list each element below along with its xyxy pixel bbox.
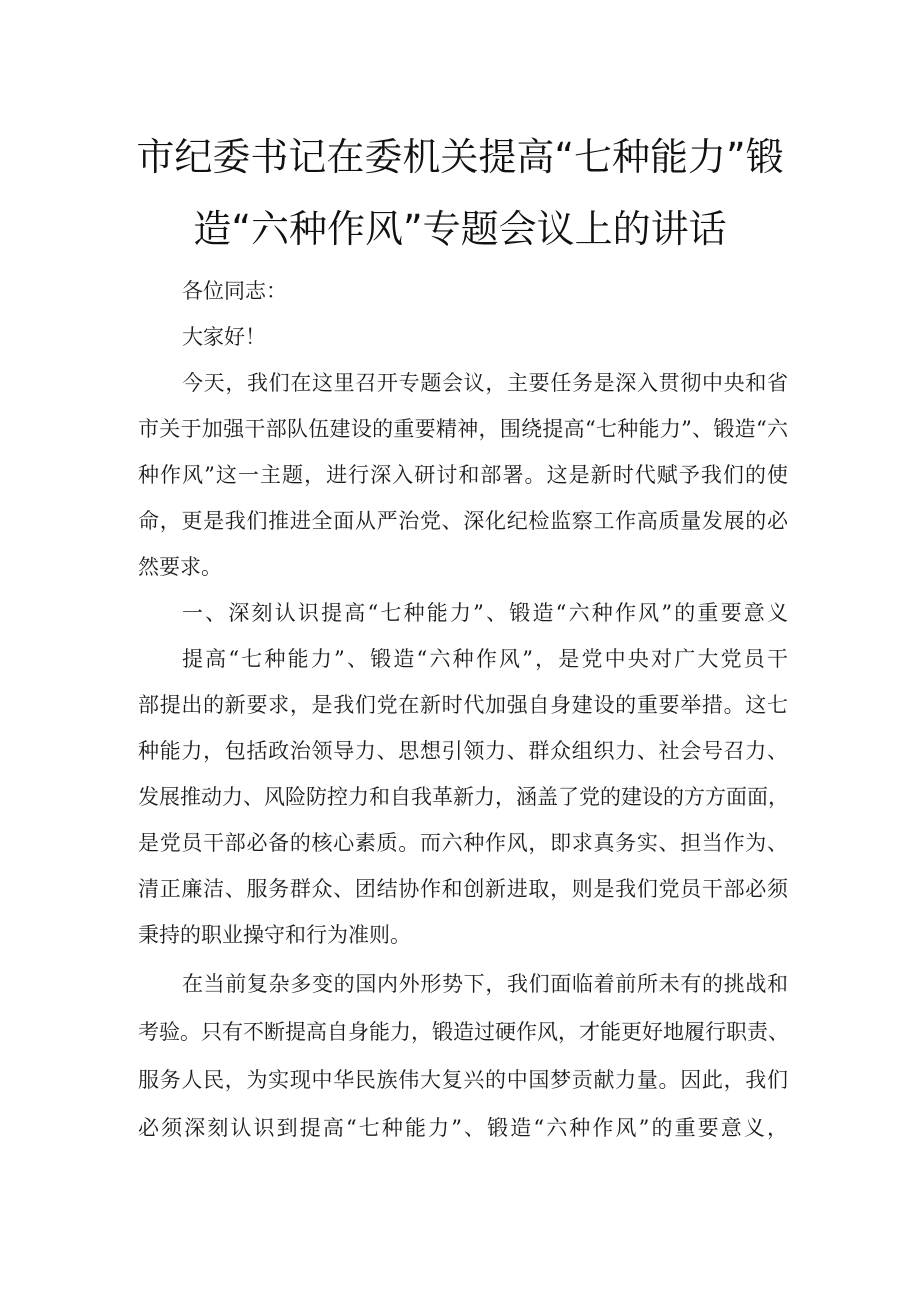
- section-heading: 一、深刻认识提高“七种能力”、锻造“六种作风”的重要意义: [182, 601, 788, 625]
- paragraph-2-line: 清正廉洁、服务群众、团结协作和创新进取，则是我们党员干部必须: [138, 877, 788, 901]
- paragraph-1-line: 命，更是我们推进全面从严治党、深化纪检监察工作高质量发展的必: [138, 509, 788, 533]
- document-title-line-1: 市纪委书记在委机关提高“七种能力”锻: [136, 135, 784, 179]
- paragraph-3-line: 考验。只有不断提高自身能力，锻造过硬作风，才能更好地履行职责、: [138, 1020, 789, 1044]
- paragraph-1-line: 然要求。: [138, 555, 222, 579]
- paragraph-2-line: 提高“七种能力”、锻造“六种作风”，是党中央对广大党员干: [182, 647, 788, 671]
- paragraph-2-line: 发展推动力、风险防控力和自我革新力，涵盖了党的建设的方方面面，: [138, 785, 789, 809]
- paragraph-2-line: 部提出的新要求，是我们党在新时代加强自身建设的重要举措。这七: [138, 693, 788, 717]
- document-title-line-2: 造“六种作风”专题会议上的讲话: [193, 207, 727, 251]
- paragraph-2-line: 是党员干部必备的核心素质。而六种作风，即求真务实、担当作为、: [138, 831, 788, 855]
- paragraph-3-line: 服务人民，为实现中华民族伟大复兴的中国梦贡献力量。因此，我们: [138, 1068, 788, 1092]
- paragraph-1-line: 今天，我们在这里召开专题会议，主要任务是深入贯彻中央和省: [182, 371, 788, 395]
- paragraph-1-line: 市关于加强干部队伍建设的重要精神，围绕提高“七种能力”、锻造“六: [138, 417, 788, 441]
- paragraph-2-line: 秉持的职业操守和行为准则。: [138, 923, 411, 947]
- paragraph-2-line: 种能力，包括政治领导力、思想引领力、群众组织力、社会号召力、: [138, 739, 788, 763]
- greeting: 大家好！: [182, 325, 266, 349]
- paragraph-3-line: 必须深刻认识到提高“七种能力”、锻造“六种作风”的重要意义，: [138, 1116, 788, 1140]
- salutation: 各位同志：: [182, 279, 287, 303]
- paragraph-1-line: 种作风”这一主题，进行深入研讨和部署。这是新时代赋予我们的使: [138, 463, 788, 487]
- paragraph-3-line: 在当前复杂多变的国内外形势下，我们面临着前所未有的挑战和: [182, 972, 788, 996]
